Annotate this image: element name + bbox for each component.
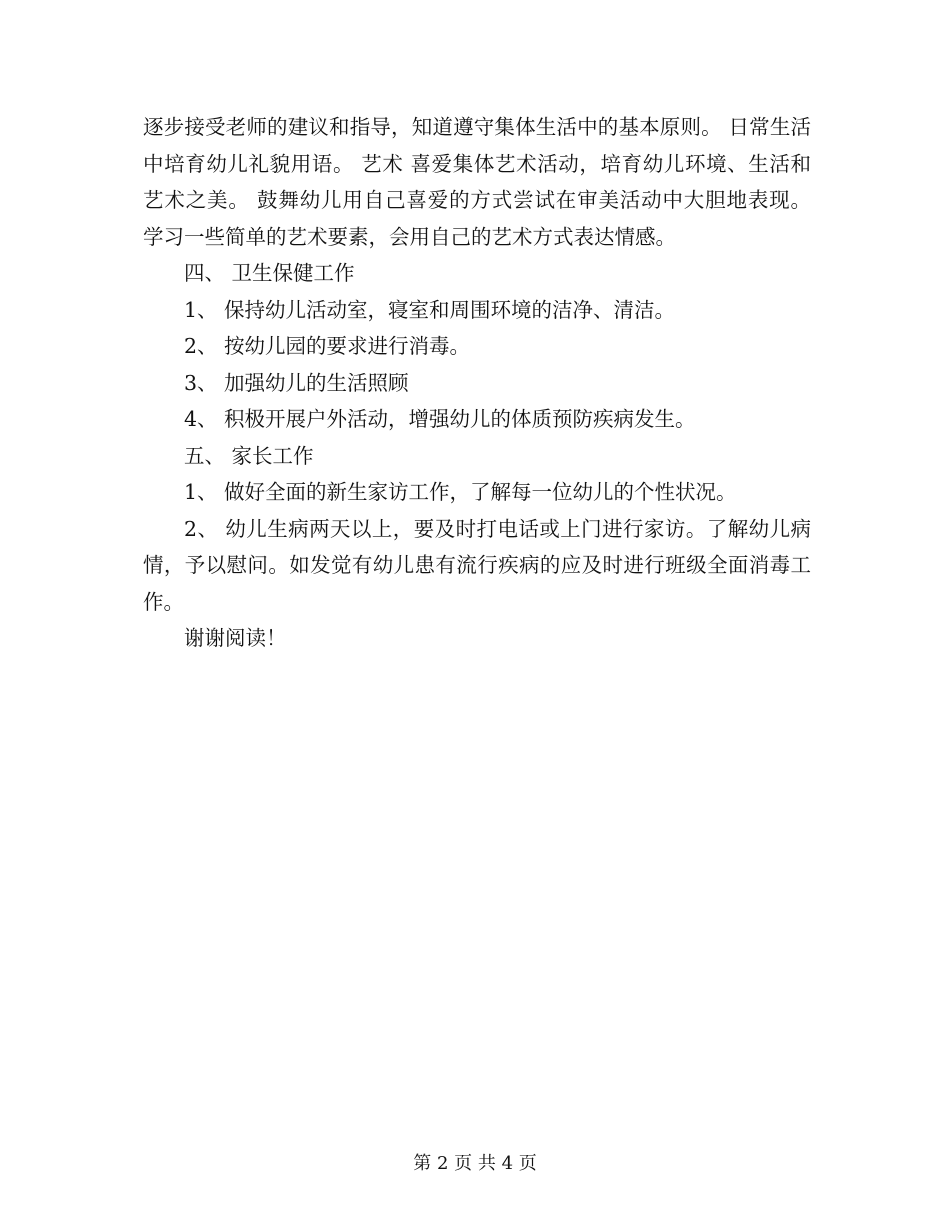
section-heading-health: 四、 卫生保健工作: [184, 261, 355, 285]
paragraph-continuation: 逐步接受老师的建议和指导，知道遵守集体生活中的基本原则。 日常生活中培育幼儿礼貌用语。 艺术 喜爱集体艺术活动，培育幼儿环境、生活和艺术之美。 鼓舞幼儿用自己喜爱的方式尝试在审美活动中大胆地表现。 学习一些简单的艺术要素，会用自己的艺术方式表达情感。: [143, 115, 811, 249]
closing-text: 谢谢阅读！: [184, 626, 287, 650]
list-item: 4、 积极开展户外活动，增强幼儿的体质预防疾病发生。: [184, 407, 696, 431]
list-item: 1、 保持幼儿活动室，寝室和周围环境的洁净、清洁。: [184, 297, 676, 322]
document-body: [143, 109, 811, 657]
list-item: 3、 加强幼儿的生活照顾: [184, 370, 409, 395]
list-item: 2、 幼儿生病两天以上，要及时打电话或上门进行家访。了解幼儿病情，予以慰问。如发觉有幼儿患有流行疾病的应及时进行班级全面消毒工作。: [143, 516, 811, 614]
list-item: 1、 做好全面的新生家访工作，了解每一位幼儿的个性状况。: [184, 480, 737, 504]
page-number: 第 2 页 共 4 页: [413, 1153, 537, 1174]
section-heading-parents: 五、 家长工作: [184, 443, 314, 468]
list-item: 2、 按幼儿园的要求进行消毒。: [184, 334, 471, 358]
